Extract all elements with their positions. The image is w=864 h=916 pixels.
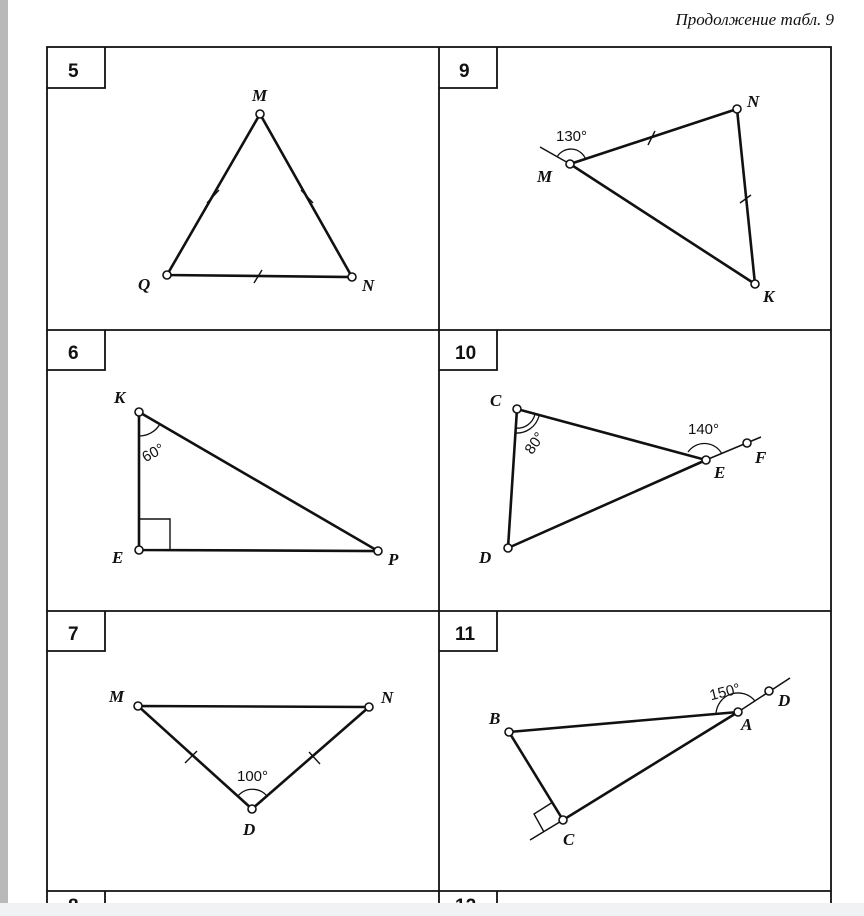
vertex-label: D bbox=[479, 548, 492, 567]
problem-number-11: 11 bbox=[455, 624, 476, 645]
vertex-label: D bbox=[778, 691, 791, 710]
vertex-label: P bbox=[388, 550, 399, 569]
problem-number-5: 5 bbox=[68, 61, 79, 82]
triangle-11 bbox=[505, 678, 790, 840]
vertex-label: N bbox=[381, 688, 394, 707]
vertex-label: C bbox=[490, 391, 502, 410]
angle-label: 150° bbox=[707, 680, 743, 705]
angle-label: 60° bbox=[139, 440, 168, 466]
vertex-label: C bbox=[563, 830, 575, 849]
bottom-edge-bar bbox=[0, 903, 864, 916]
vertex-label: N bbox=[747, 92, 760, 111]
problem-number-7: 7 bbox=[68, 624, 79, 645]
vertex-label: M bbox=[109, 687, 125, 706]
number-boxes bbox=[47, 47, 497, 916]
vertex-label: E bbox=[714, 463, 726, 482]
problem-number-9: 9 bbox=[459, 61, 470, 82]
triangle-6 bbox=[135, 408, 382, 555]
angle-label: 80° bbox=[521, 429, 549, 458]
problem-number-10: 10 bbox=[455, 343, 477, 364]
problem-number-6: 6 bbox=[68, 343, 79, 364]
angle-label: 100° bbox=[237, 768, 269, 785]
vertex-label: M bbox=[537, 167, 553, 186]
vertex-label: F bbox=[755, 448, 767, 467]
vertex-label: N bbox=[362, 276, 375, 295]
vertex-label: K bbox=[763, 287, 775, 306]
vertex-label: D bbox=[243, 820, 256, 839]
triangle-7 bbox=[134, 702, 373, 813]
triangle-5 bbox=[163, 110, 356, 283]
vertex-label: E bbox=[112, 548, 124, 567]
vertex-label: Q bbox=[138, 275, 151, 294]
angle-label: 130° bbox=[556, 128, 588, 145]
vertex-label: B bbox=[489, 709, 501, 728]
vertex-label: K bbox=[114, 388, 126, 407]
vertex-label: A bbox=[741, 715, 753, 734]
angle-label: 140° bbox=[688, 421, 720, 438]
table-continuation-header: Продолжение табл. 9 bbox=[675, 10, 834, 29]
vertex-label: M bbox=[252, 86, 268, 105]
